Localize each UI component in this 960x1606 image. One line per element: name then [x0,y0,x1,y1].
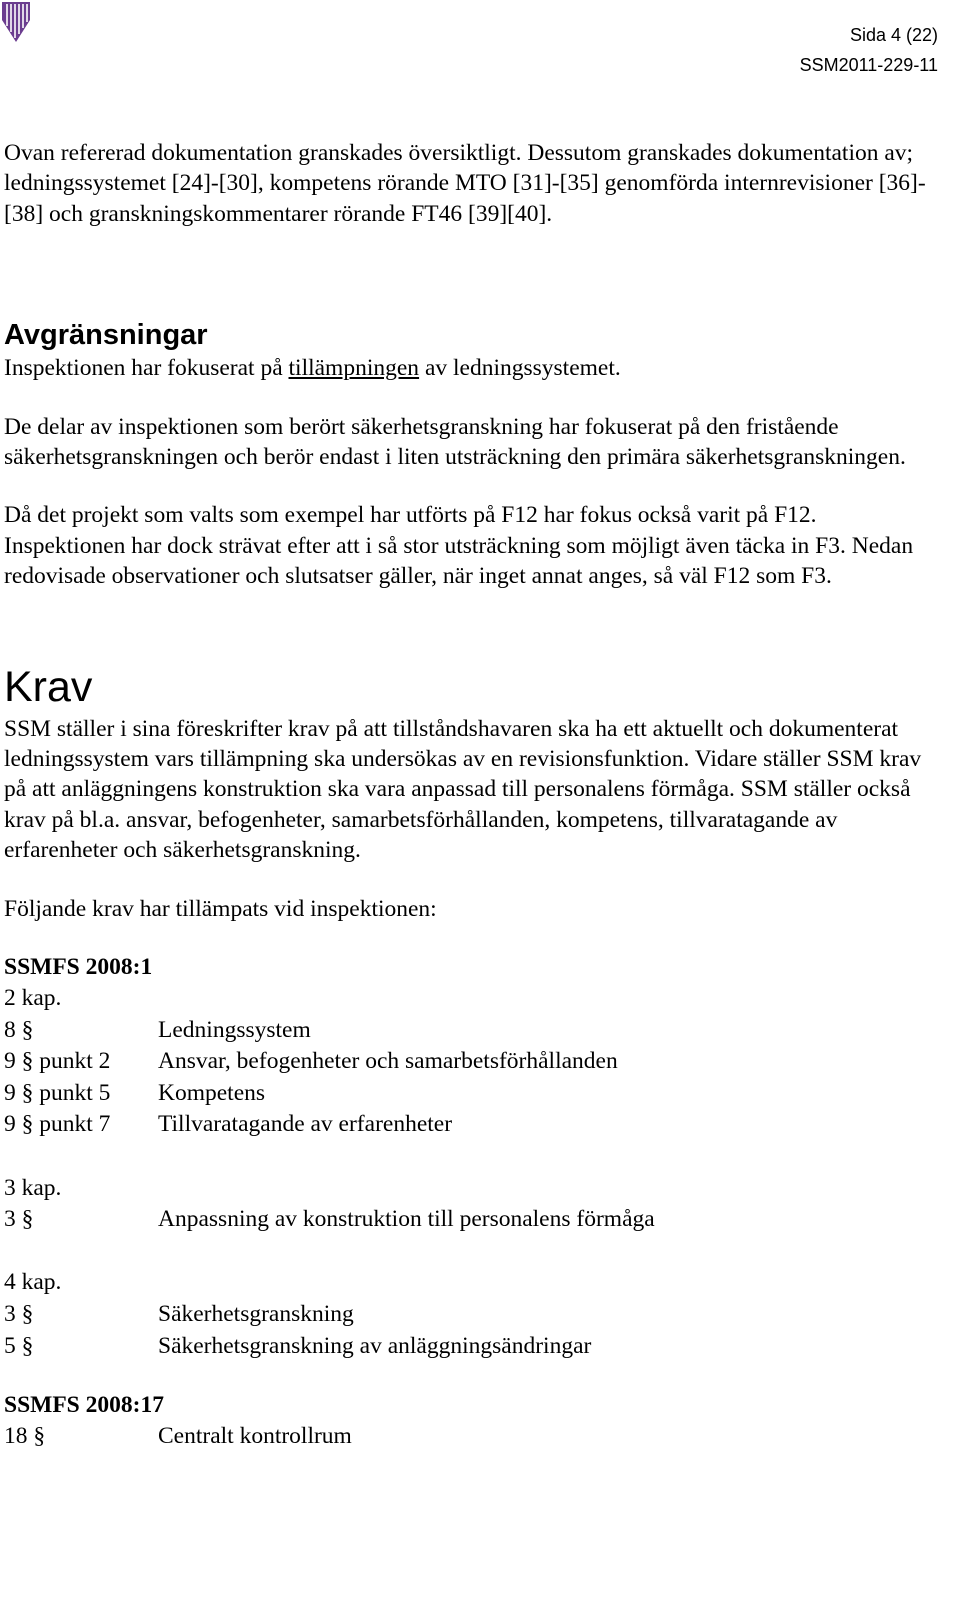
requirement-row [4,1204,934,1236]
document-reference: SSM2011-229-11 [799,55,938,75]
section-title: Kompetens [158,1079,266,1106]
requirement-row [4,1078,934,1110]
chapter-label: 3 kap. [4,1174,62,1201]
section-ref: 8 § [4,1016,34,1043]
section-title: Centralt kontrollrum [158,1423,352,1450]
section-title: Ansvar, befogenheter och samarbetsförhållanden [158,1048,618,1075]
section-title: Anpassning av konstruktion till personalens förmåga [158,1206,655,1233]
requirement-row [4,1421,934,1453]
section-ref: 3 § [4,1206,34,1233]
krav-paragraph-1: SSM ställer i sina föreskrifter krav på att tillståndshavaren ska ha ett aktuellt och dokumenterat ledningssystem vars tillämpning ska undersökas av en revisionsfunktion. Vidare ställer SSM krav på att anläggningens konstruktion ska vara anpassad till personalens förmåga. SSM ställer också krav på bl.a. ansvar, befogenheter, samarbetsförhållanden, kompetens, tillvaratagande av erfarenheter och säkerhetsgranskning. [4,715,922,864]
avgransningar-heading: Avgränsningar [4,319,208,352]
section-ref: 18 § [4,1423,46,1450]
requirement-row [4,1015,934,1047]
krav-paragraph-2: Följande krav har tillämpats vid inspektionen: [4,895,437,922]
regulation-code: SSMFS 2008:1 [4,954,153,981]
chapter-label: 4 kap. [4,1269,62,1296]
underlined-term: tillämpningen [288,355,420,382]
section-ref: 5 § [4,1332,34,1359]
section-ref: 9 § punkt 5 [4,1079,111,1106]
section-title: Säkerhetsgranskning av anläggningsändringar [158,1332,592,1359]
avgransningar-paragraph-1: Inspektionen har fokuserat på tillämpningen av ledningssystemet. [4,355,621,382]
requirement-row [4,1109,934,1141]
requirement-row [4,1046,934,1078]
section-title: Tillvaratagande av erfarenheter [158,1111,453,1138]
krav-heading: Krav [4,662,93,711]
section-ref: 9 § punkt 7 [4,1111,111,1138]
section-title: Säkerhetsgranskning [158,1301,354,1328]
section-ref: 9 § punkt 2 [4,1048,111,1075]
requirement-row [4,1331,934,1363]
page-number: Sida 4 (22) [849,25,938,45]
avgransningar-paragraph-2: De delar av inspektionen som berört säkerhetsgranskning har fokuserat på den fristående säkerhetsgranskningen och berör endast i liten utsträckning den primära säkerhetsgranskningen. [4,413,906,471]
document-body [4,138,934,1453]
regulation-code: SSMFS 2008:17 [4,1392,164,1419]
requirement-row [4,1299,934,1331]
avgransningar-paragraph-3: Då det projekt som valts som exempel har utförts på F12 har fokus också varit på F12. Inspektionen har dock strävat efter att i så stor utsträckning som möjligt även täcka in F3. Nedan redovisade observationer och slutsatser gäller, när inget annat anges, så väl F12 som F3. [4,502,914,590]
ssm-logo [0,0,32,44]
section-title: Ledningssystem [158,1016,311,1043]
page-header [800,20,938,80]
chapter-label: 2 kap. [4,985,62,1012]
intro-paragraph: Ovan refererad dokumentation granskades översiktligt. Dessutom granskades dokumentation av; ledningssystemet [24]-[30], kompetens rörande MTO [31]-[35] genomförda internrevisioner [36]-[38] och granskningskommentarer rörande FT46 [39][40]. [4,140,926,227]
section-ref: 3 § [4,1301,34,1328]
